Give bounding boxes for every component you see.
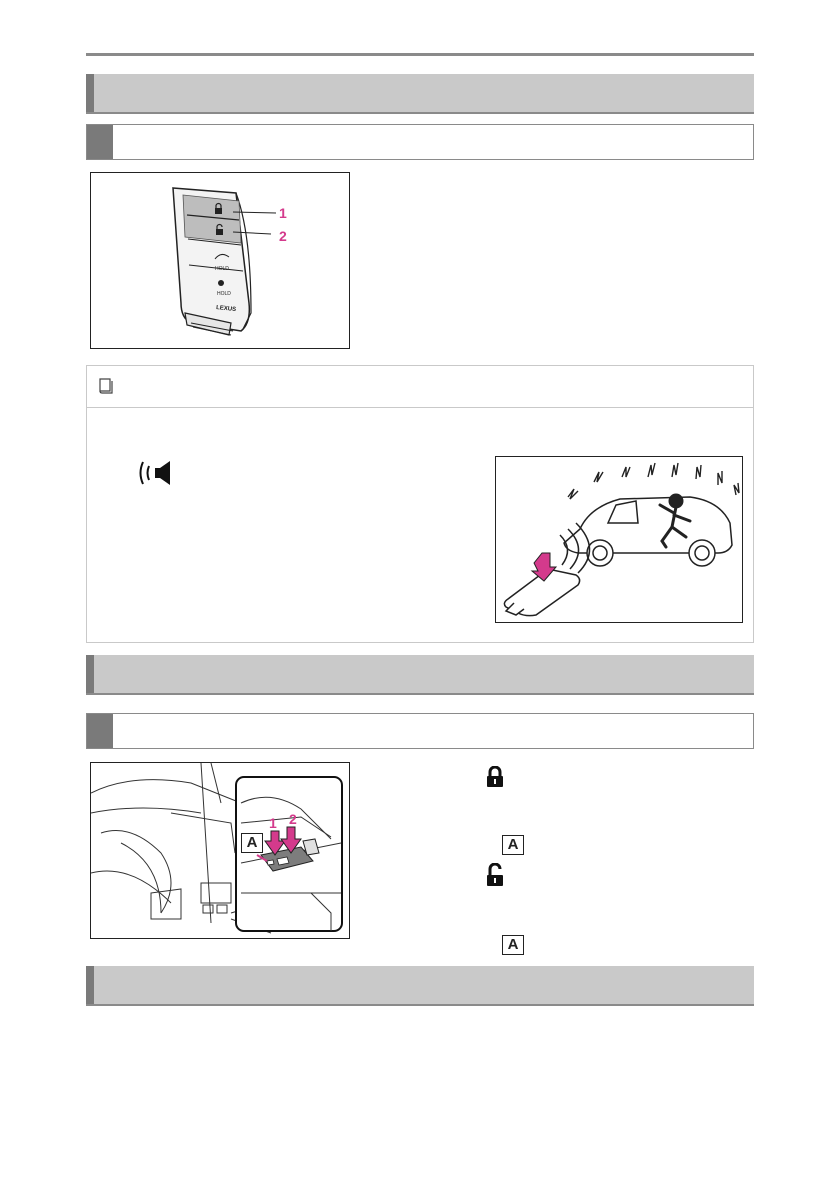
section-marker	[86, 655, 94, 693]
console-callout-1: 1	[269, 815, 277, 831]
console-label-a: A	[241, 833, 263, 853]
console-callout-2: 2	[289, 811, 297, 827]
callout-2: 2	[279, 228, 287, 244]
subsection-marker	[87, 125, 113, 159]
door-lock-switch-illustration	[91, 763, 349, 938]
unlock-icon	[484, 863, 506, 888]
top-rule	[86, 53, 754, 56]
section-header-2	[86, 655, 754, 695]
hold-label-1: HOLD	[215, 266, 229, 272]
section-header-3	[86, 966, 754, 1006]
subsection-header-1	[86, 124, 754, 160]
subsection-marker	[87, 714, 113, 748]
section-header-1	[86, 74, 754, 114]
info-box	[86, 365, 754, 643]
label-a-inline-1: A	[502, 835, 524, 855]
subsection-header-2	[86, 713, 754, 749]
panic-alarm-illustration	[496, 457, 742, 622]
info-box-header	[87, 366, 753, 408]
brand-logo: LEXUS	[215, 305, 237, 314]
key-remote-figure	[90, 172, 350, 349]
door-lock-switch-figure	[90, 762, 350, 939]
key-remote-illustration	[91, 173, 349, 348]
callout-1: 1	[279, 205, 287, 221]
book-icon	[98, 378, 114, 394]
label-a-inline-2: A	[502, 935, 524, 955]
panic-alarm-figure	[495, 456, 743, 623]
section-marker	[86, 966, 94, 1004]
panic-speaker-icon	[137, 458, 179, 488]
hold-label-2: HOLD	[217, 291, 231, 297]
lock-icon	[484, 766, 506, 788]
section-marker	[86, 74, 94, 112]
